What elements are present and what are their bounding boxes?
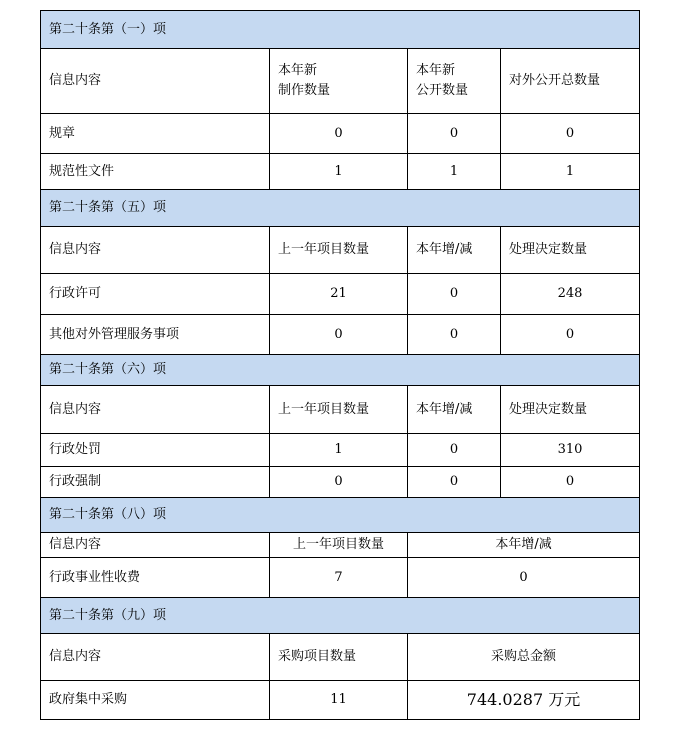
value-cell: 0 [408,274,501,315]
value-cell: 0 [408,558,640,598]
header-cell: 上一年项目数量 [270,533,408,558]
column-header-row [41,49,640,114]
table-row [41,434,640,467]
header-cell: 上一年项目数量 [270,386,408,434]
table-row [41,467,640,498]
section-title: 第二十条第（五）项 [41,190,640,227]
value-cell: 1 [501,154,640,190]
header-cell: 本年增/减 [408,227,501,274]
section-header [41,498,640,533]
column-header-row [41,386,640,434]
row-label: 规范性文件 [41,154,270,190]
value-cell: 0 [270,114,408,154]
header-cell: 采购项目数量 [270,634,408,681]
header-cell [408,49,501,114]
section-header [41,598,640,634]
header-line: 本年新 [278,63,318,78]
total-amount-cell: 744.0287 万元 [408,681,640,720]
value-cell: 0 [408,114,501,154]
header-cell: 信息内容 [41,386,270,434]
value-cell: 0 [270,467,408,498]
table-row [41,274,640,315]
header-cell: 信息内容 [41,49,270,114]
disclosure-table [40,10,640,720]
section-title: 第二十条第（一）项 [41,11,640,49]
header-cell: 本年增/减 [408,386,501,434]
value-cell: 0 [501,315,640,355]
value-cell: 7 [270,558,408,598]
table-row [41,114,640,154]
row-label: 其他对外管理服务事项 [41,315,270,355]
value-cell: 1 [408,154,501,190]
header-cell: 处理决定数量 [501,227,640,274]
table-row [41,681,640,720]
row-label: 行政强制 [41,467,270,498]
header-line: 公开数量 [416,83,469,98]
value-cell: 0 [408,434,501,467]
section-title: 第二十条第（九）项 [41,598,640,634]
value-cell: 1 [270,434,408,467]
row-label: 行政事业性收费 [41,558,270,598]
value-cell: 0 [501,467,640,498]
column-header-row [41,634,640,681]
row-label: 行政处罚 [41,434,270,467]
section-title: 第二十条第（六）项 [41,355,640,386]
value-cell: 1 [270,154,408,190]
column-header-row [41,227,640,274]
value-cell: 248 [501,274,640,315]
header-cell: 采购总金额 [408,634,640,681]
table-row [41,558,640,598]
value-cell: 310 [501,434,640,467]
value-cell: 0 [270,315,408,355]
header-cell: 信息内容 [41,634,270,681]
header-cell: 信息内容 [41,227,270,274]
value-cell: 0 [408,467,501,498]
value-cell: 11 [270,681,408,720]
row-label: 政府集中采购 [41,681,270,720]
header-cell [270,49,408,114]
section-header [41,355,640,386]
section-header [41,11,640,49]
value-cell: 0 [501,114,640,154]
header-cell: 信息内容 [41,533,270,558]
row-label: 规章 [41,114,270,154]
header-line: 制作数量 [278,83,331,98]
section-header [41,190,640,227]
value-cell: 0 [408,315,501,355]
column-header-row [41,533,640,558]
section-title: 第二十条第（八）项 [41,498,640,533]
header-cell: 本年增/减 [408,533,640,558]
header-line: 本年新 [416,63,456,78]
header-cell: 上一年项目数量 [270,227,408,274]
value-cell: 21 [270,274,408,315]
header-cell: 对外公开总数量 [501,49,640,114]
table-row [41,154,640,190]
row-label: 行政许可 [41,274,270,315]
table-row [41,315,640,355]
header-cell: 处理决定数量 [501,386,640,434]
